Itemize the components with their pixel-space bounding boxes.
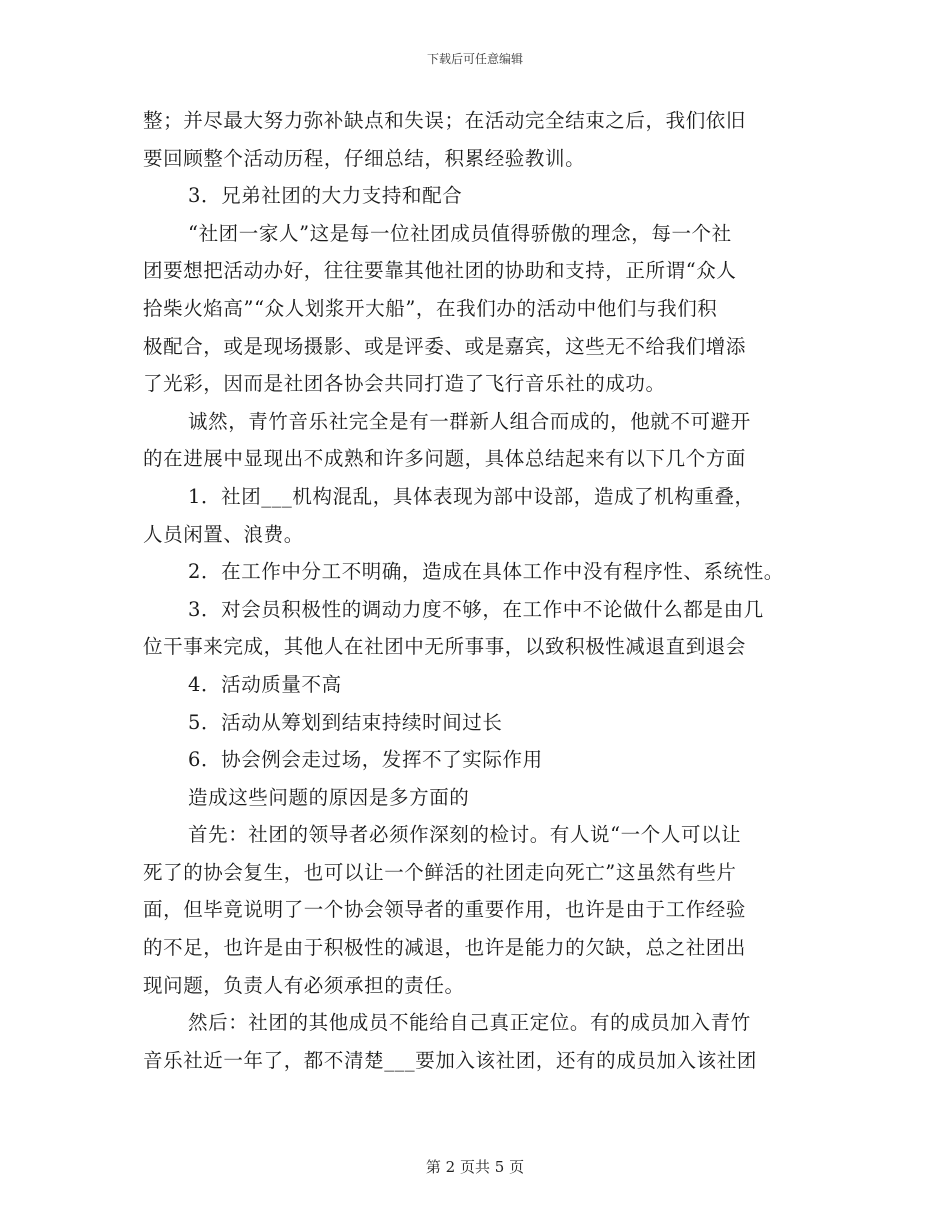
body-line: 极配合，或是现场摄影、或是评委、或是嘉宾，这些无不给我们增添 — [143, 334, 747, 358]
body-line: 要回顾整个活动历程，仔细总结，积累经验教训。 — [143, 146, 586, 170]
body-line: 面，但毕竟说明了一个协会领导者的重要作用，也许是由于工作经验 — [143, 898, 747, 922]
list-item: 5．活动从筹划到结束持续时间过长 — [188, 710, 503, 734]
list-item: 1．社团___机构混乱，具体表现为部中设部，造成了机构重叠， — [188, 484, 755, 508]
paragraph-start: 然后：社团的其他成员不能给自己真正定位。有的成员加入青竹 — [188, 1011, 751, 1035]
list-item: 3．对会员积极性的调动力度不够，在工作中不论做什么都是由几 — [188, 597, 764, 621]
body-line: 死了的协会复生，也可以让一个鲜活的社团走向死亡”这虽然有些片 — [143, 860, 737, 884]
body-line: 团要想把活动办好，往往要靠其他社团的协助和支持，正所谓“众人 — [143, 259, 737, 283]
body-line: 拾柴火焰高”“众人划浆开大船”，在我们办的活动中他们与我们积 — [143, 296, 718, 320]
page-header: 下载后可任意编辑 — [426, 52, 523, 66]
paragraph-start: 造成这些问题的原因是多方面的 — [188, 785, 470, 809]
body-line: 的不足，也许是由于积极性的减退，也许是能力的欠缺，总之社团出 — [143, 936, 747, 960]
list-item: 6．协会例会走过场，发挥不了实际作用 — [188, 748, 543, 772]
body-line: 人员闲置、浪费。 — [143, 522, 304, 546]
list-item: 4．活动质量不高 — [188, 672, 342, 696]
paragraph-start: “社团一家人”这是每一位社团成员值得骄傲的理念，每一个社 — [188, 221, 732, 245]
body-line: 整；并尽最大努力弥补缺点和失误；在活动完全结束之后，我们依旧 — [143, 109, 747, 132]
document-body — [143, 102, 823, 1079]
body-line: 的在进展中显现出不成熟和许多问题，具体总结起来有以下几个方面 — [143, 447, 747, 471]
body-line: 音乐社近一年了，都不清楚___要加入该社团，还有的成员加入该社团 — [143, 1048, 757, 1072]
paragraph-start: 诚然，青竹音乐社完全是有一群新人组合而成的，他就不可避开 — [188, 409, 751, 433]
list-item: 2．在工作中分工不明确，造成在具体工作中没有程序性、系统性。 — [188, 560, 784, 584]
body-line: 了光彩，因而是社团各协会共同打造了飞行音乐社的成功。 — [143, 372, 666, 396]
page-footer: 第 2 页共 5 页 — [425, 1158, 525, 1176]
section-heading: 3．兄弟社团的大力支持和配合 — [188, 184, 463, 208]
body-line: 位干事来完成，其他人在社团中无所事事，以致积极性减退直到退会 — [143, 635, 747, 659]
body-line: 现问题，负责人有必须承担的责任。 — [143, 973, 465, 997]
paragraph-start: 首先：社团的领导者必须作深刻的检讨。有人说“一个人可以让 — [188, 823, 742, 847]
